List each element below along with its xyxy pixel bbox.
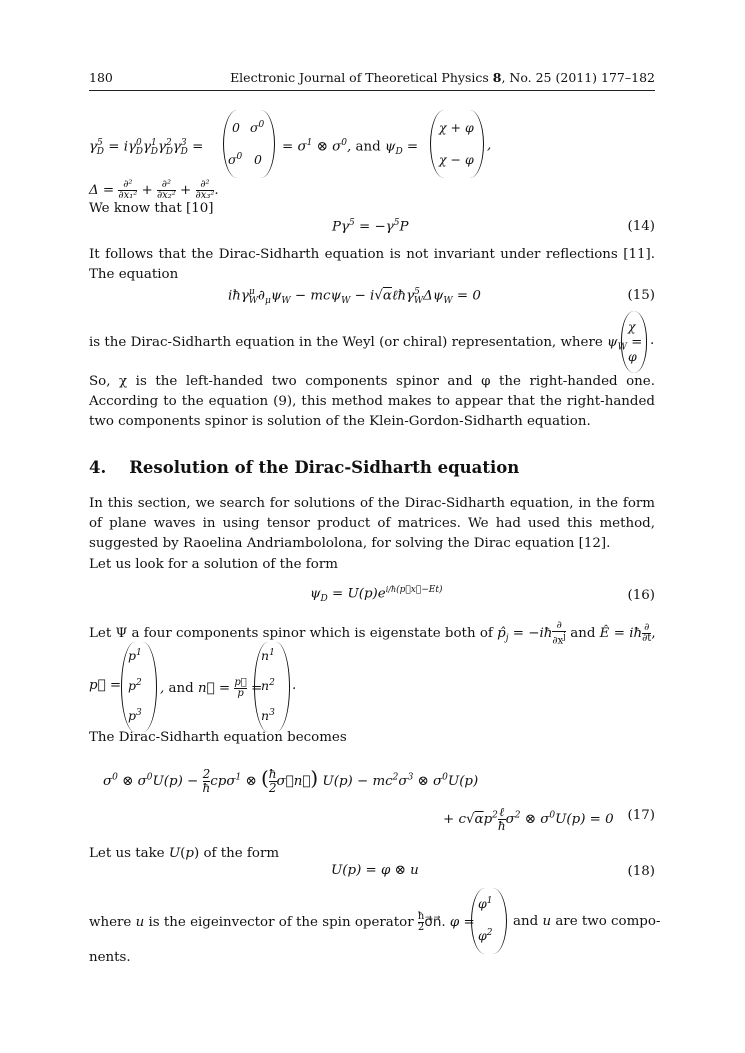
matrix-cell: $n^3$ [261,708,275,724]
vec-p-lhs: p⃗ = [89,678,122,693]
section-title: Resolution of the Dirac-Sidharth equation [129,458,520,477]
p-vector-matrix [121,642,157,732]
matrix-cell: $\sigma^0$ [250,120,265,136]
header-rule [89,90,655,91]
journal-name: Electronic Journal of Theoretical Physics [230,70,489,85]
equation-15: $iħ\gamma^\mu_W\partial_\mu\psi_W - mc\psi_W$ − $i√\alpha\ell ħ\gamma^5_W\Delta\psi_W = 0$ [228,287,481,307]
eq-period: . [292,678,297,693]
paragraph-weyl [89,333,642,358]
eq-comma: , [487,138,492,153]
running-header [230,70,655,85]
text-we-know: We know that [10] [89,201,214,216]
paragraph: The Dirac-Sidharth equation becomes [89,730,347,745]
gamma-matrix [223,110,275,178]
paragraph: It follows that the Dirac-Sidharth equation is not invariant under reflections [11]. The equation [89,247,655,282]
equation-15-number: (15) [627,288,655,303]
equation-16-number: (16) [627,588,655,603]
equation-17-line1: $\sigma^0$ ⊗ $\sigma^0U(p)$ − $\frac{2}{ħ}$ cpσ$^1$ ⊗ ( $\frac{ħ}{2}$ σ⃗n⃗) $U(p) - mc^2\sigma^3$ ⊗ $\sigma^0U(p)$ [103,766,479,795]
matrix-cell: $\varphi^2$ [478,928,493,944]
gamma5-lhs: $\gamma^5_D = i\gamma^0_D\gamma^1_D\gamma^2_D\gamma^3_D$ = [89,138,204,158]
matrix-cell: $\varphi^1$ [478,896,493,912]
paragraph-eigenstate: Let Ψ a four components spinor which is eigenstate both of $p̂_j$ = −iħ $\frac{\partial}{\partial x^j}$ and Ê = iħ $\frac{\partial}{\partial t}$ , [89,620,656,647]
equation-14: $P\gamma^5 = -\gamma^5P$ [332,218,409,235]
equation-16: $\psi_D = U(p)e^{i/ħ(p⃗x⃗-Et)}$ [310,585,443,605]
paragraph-spin-end: and u are two compo- [513,914,661,929]
matrix-cell: χ [628,319,636,334]
matrix-cell: φ [628,349,637,364]
matrix-cell: $n^1$ [261,648,275,664]
section-number: 4. [89,458,107,477]
matrix-cell: 0 [254,152,262,167]
phi-matrix [471,888,507,954]
section-heading [89,458,519,477]
delta-definition: Δ = $\frac{\text{∂²}}{\text{∂x₁²}}$ + $\frac{\text{∂²}}{\text{∂x₂²}}$ + $\frac{\text{∂²}}{\text{∂x₃²}}$ . [89,179,219,201]
paragraph: Let us take U(p) of the form [89,846,280,861]
journal-issue: , No. 25 (2011) 177–182 [501,70,655,85]
vec-n-mid: , and n⃗ = $\frac{p⃗}{p}$ = [160,677,263,699]
matrix-cell: $n^2$ [261,678,275,694]
matrix-cell: χ + φ [439,120,474,135]
matrix-cell: $p^1$ [128,648,142,664]
equation-18-number: (18) [627,864,655,879]
paragraph: Let us look for a solution of the form [89,557,338,572]
paragraph: So, χ is the left-handed two components spinor and φ the right-handed one. According to the equation (9), this method makes to appear that the right-handed two components spinor is solution of the Klein-Gordon-Sidharth equation. [89,374,655,429]
paragraph-spin: where u is the eigeinvector of the spin operator $\frac{ħ}{2}$ σ⃗n⃗. φ = [89,911,475,933]
psi-d-matrix [430,110,484,178]
matrix-cell: χ − φ [439,152,474,167]
page-number: 180 [89,70,113,85]
eq-period: . [650,333,655,348]
matrix-cell: 0 [232,120,240,135]
psi-w-matrix [621,311,647,373]
gamma5-mid: = $\sigma^1$ ⊗ $\sigma^0$, and $\psi_D$ = [282,138,419,158]
equation-18: U(p) = φ ⊗ u [331,863,419,878]
n-vector-matrix [254,642,290,732]
equation-17-line2: + $c√\alpha p^2$ $\frac{\text{ℓ}}{ħ}$ $\sigma^2$ ⊗ $\sigma^0U(p) = 0$ [443,805,614,833]
journal-volume: 8 [492,70,502,85]
matrix-cell: $\sigma^0$ [228,152,243,168]
paragraph-weyl-text: is the Dirac-Sidharth equation in the Weyl (or chiral) representation, where $\psi_W$ = [89,335,643,353]
paragraph-spin-cont: nents. [89,950,131,965]
matrix-cell: $p^2$ [128,678,142,694]
equation-17-number: (17) [627,808,655,823]
equation-14-number: (14) [627,219,655,234]
matrix-cell: $p^3$ [128,708,142,724]
paragraph: In this section, we search for solutions of the Dirac-Sidharth equation, in the form of plane waves in using tensor product of matrices. We had used this method, suggested by Raoelina Andriambololona, for solving the Dirac equation [12]. [89,496,655,551]
